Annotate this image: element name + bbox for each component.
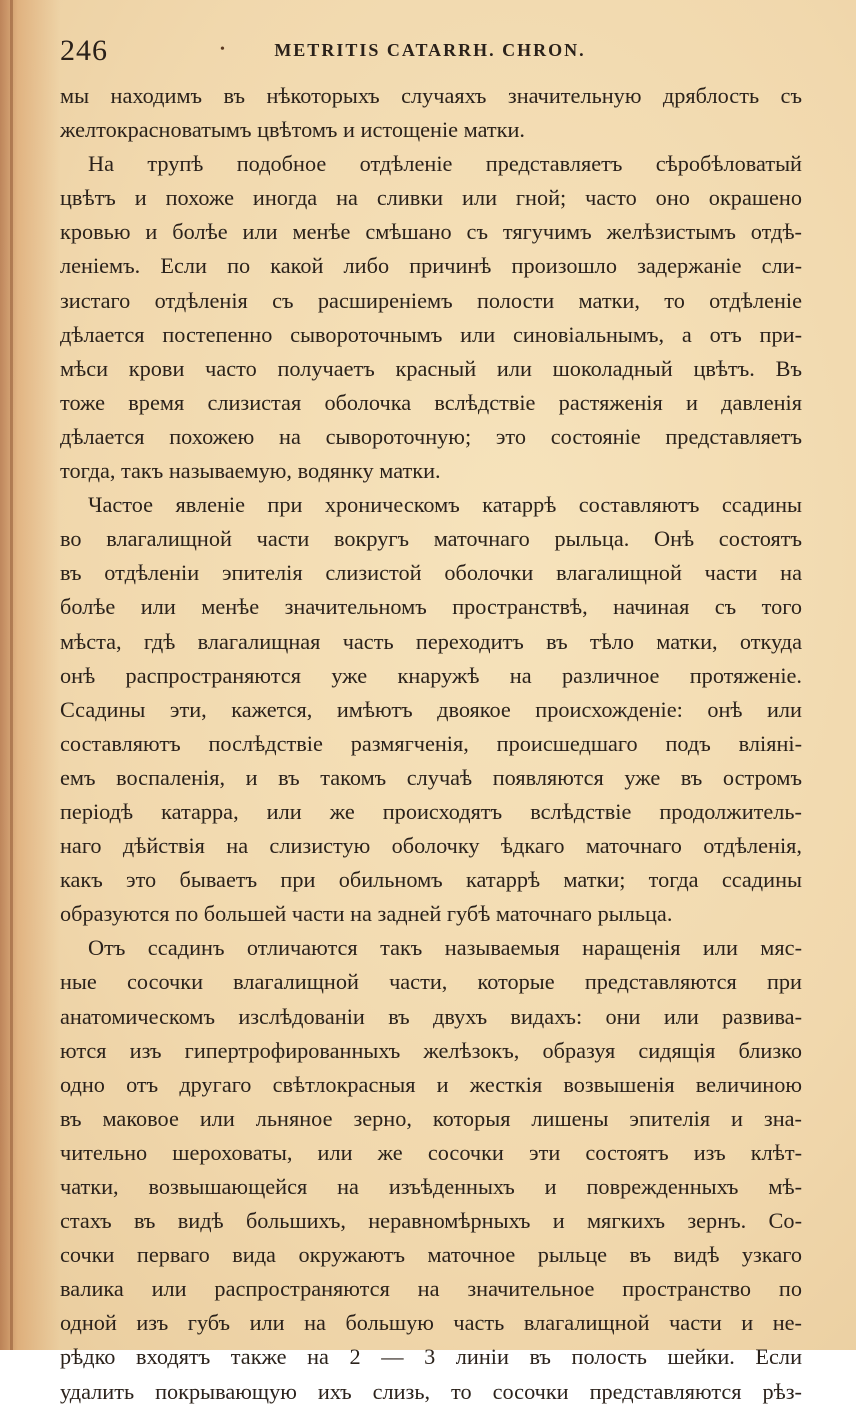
text-line: перiодѣ катарра, или же происходятъ вслѣдствiе продолжитель- <box>60 798 802 824</box>
text-line: наго дѣйствiя на слизистую оболочку ѣдкаго маточнаго отдѣленiя, <box>60 833 802 859</box>
page-header <box>60 34 800 70</box>
text-line: Отъ ссадинъ отличаются такъ называемыя наращенiя или мяс- <box>88 935 802 961</box>
text-line: мы находимъ въ нѣкоторыхъ случаяхъ значительную дряблость съ <box>60 83 802 108</box>
text-line: образуются по большей части на задней губѣ маточнаго рыльца. <box>60 901 673 927</box>
text-line: мѣста, гдѣ влагалищная часть переходитъ въ тѣло матки, откуда <box>60 628 802 654</box>
text-line: чатки, возвышающейся на изъѣденныхъ и поврежденныхъ мѣ- <box>60 1174 802 1199</box>
text-line: въ маковое или льняное зерно, которыя лишены эпителiя и зна- <box>60 1105 802 1131</box>
text-line: сочки перваго вида окружаютъ маточное рыльце въ видѣ узкаго <box>60 1242 802 1268</box>
text-line: дѣлается похожею на сывороточную; это состоянiе представляетъ <box>60 423 802 449</box>
header-separator: • <box>220 42 225 57</box>
text-line: рѣдко входятъ также на 2 — 3 линiи въ полость шейки. Если <box>60 1344 802 1370</box>
text-line: въ отдѣленiи эпителiя слизистой оболочки влагалищной части на <box>60 560 802 586</box>
text-line: валика или распространяются на значительное пространство по <box>60 1276 802 1302</box>
text-line: желтокрасноватымъ цвѣтомъ и истощенiе матки. <box>60 117 525 143</box>
text-line: удалить покрывающую ихъ слизь, то сосочки представляются рѣз- <box>60 1378 802 1404</box>
running-head: METRITIS CATARRH. CHRON. <box>274 40 586 60</box>
text-line: какъ это бываетъ при обильномъ катаррѣ матки; тогда ссадины <box>60 867 802 893</box>
page-number: 246 <box>60 34 108 67</box>
text-line: болѣе или менѣе значительномъ пространствѣ, начиная съ того <box>60 594 802 620</box>
text-line: кровью и болѣе или менѣе смѣшано съ тягучимъ желѣзистымъ отдѣ- <box>60 219 802 245</box>
text-line: На трупѣ подобное отдѣленiе представляетъ сѣробѣловатый <box>88 151 802 177</box>
text-line: ются изъ гипертрофированныхъ желѣзокъ, образуя сидящiя близко <box>60 1037 802 1063</box>
text-line: составляютъ послѣдствiе размягченiя, происшедшаго подъ влiянi- <box>60 730 802 756</box>
text-line: чительно шероховаты, или же сосочки эти состоятъ изъ клѣт- <box>60 1139 802 1165</box>
page-gutter <box>10 0 13 1350</box>
text-line: одной изъ губъ или на большую часть влагалищной части и не- <box>60 1310 802 1336</box>
text-line: дѣлается постепенно сывороточнымъ или синовiальнымъ, а отъ при- <box>60 321 802 347</box>
text-line: тогда, такъ называемую, водянку матки. <box>60 458 441 484</box>
text-line: ные сосочки влагалищной части, которые представляются при <box>60 969 802 995</box>
text-line: стахъ въ видѣ большихъ, неравномѣрныхъ и мягкихъ зернъ. Со- <box>60 1208 802 1234</box>
text-line: ленiемъ. Если по какой либо причинѣ произошло задержанiе сли- <box>60 253 802 279</box>
text-line: цвѣтъ и похоже иногда на сливки или гной; часто оно окрашено <box>60 185 802 211</box>
text-line: мѣси крови часто получаетъ красный или шоколадный цвѣтъ. Въ <box>60 355 802 381</box>
body-text <box>60 79 802 1409</box>
text-line: емъ воспаленiя, и въ такомъ случаѣ появляются уже въ остромъ <box>60 764 802 790</box>
text-line: одно отъ другаго свѣтлокрасныя и жесткiя возвышенiя величиною <box>60 1071 802 1097</box>
text-line: Ссадины эти, кажется, имѣютъ двоякое происхожденiе: онѣ или <box>60 696 802 722</box>
text-line: онѣ распространяются уже кнаружѣ на различное протяженiе. <box>60 662 802 688</box>
text-line: анатомическомъ изслѣдованiи въ двухъ видахъ: они или развива- <box>60 1003 802 1029</box>
text-line: зистаго отдѣленiя съ расширенiемъ полости матки, то отдѣленiе <box>60 287 802 313</box>
text-line: Частое явленiе при хроническомъ катаррѣ составляютъ ссадины <box>88 492 802 518</box>
text-line: во влагалищной части вокругъ маточнаго рыльца. Онѣ состоятъ <box>60 526 802 552</box>
text-line: тоже время слизистая оболочка вслѣдствiе растяженiя и давленiя <box>60 389 802 415</box>
